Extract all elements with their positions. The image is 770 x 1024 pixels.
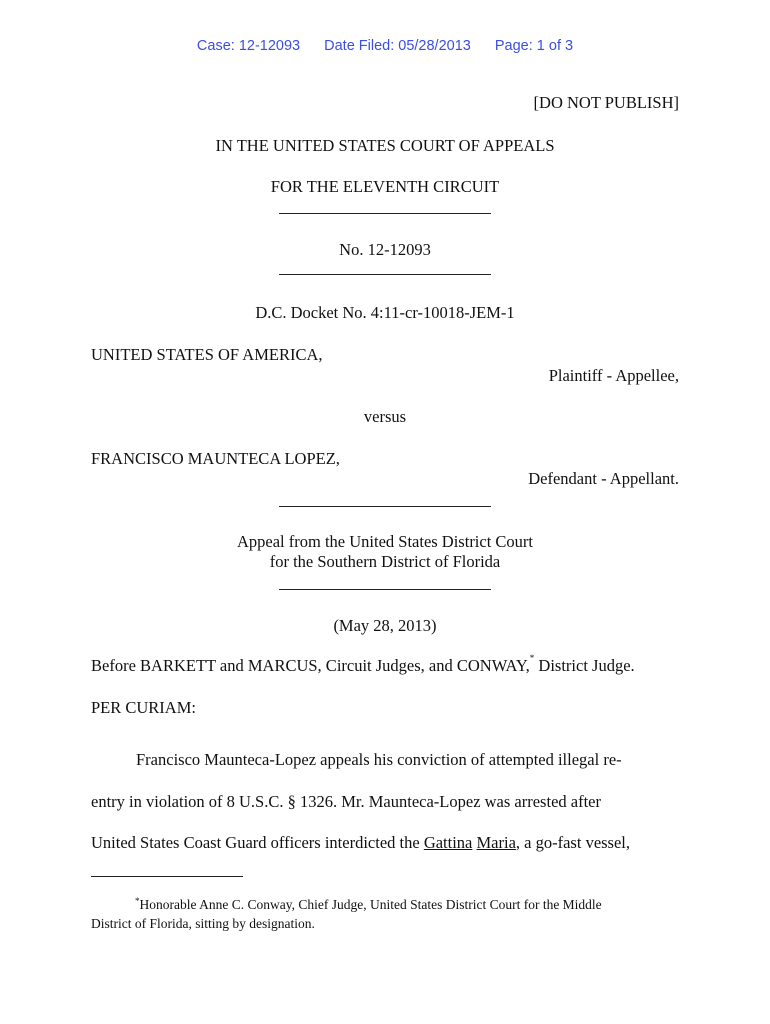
panel-line — [91, 653, 635, 676]
case-header — [0, 38, 770, 54]
plaintiff-role: Plaintiff - Appellee, — [548, 366, 679, 385]
separator-rule-1 — [279, 213, 491, 214]
versus-label: versus — [363, 407, 407, 426]
district-court: for the Southern District of Florida — [269, 552, 501, 571]
body-line-2: entry in violation of 8 U.S.C. § 1326. Mr. Maunteca-Lopez was arrested after — [91, 792, 601, 811]
footnote — [91, 895, 681, 933]
body-line-3-start: United States Coast Guard officers interdicted the — [91, 833, 424, 852]
separator-rule-4 — [279, 589, 491, 590]
publish-note: [DO NOT PUBLISH] — [533, 93, 679, 112]
defendant-name: FRANCISCO MAUNTECA LOPEZ, — [91, 449, 340, 468]
footnote-separator — [91, 876, 243, 877]
body-line-3-end: , a go-fast vessel, — [515, 833, 631, 852]
separator-rule-2 — [279, 274, 491, 275]
footnote-text-1: Honorable Anne C. Conway, Chief Judge, United States District Court for the Middle — [139, 897, 602, 912]
panel-judges: Before BARKETT and MARCUS, Circuit Judges, and CONWAY, — [91, 656, 530, 675]
decision-date: (May 28, 2013) — [333, 616, 437, 635]
panel-district-judge: District Judge. — [534, 656, 635, 675]
court-name: IN THE UNITED STATES COURT OF APPEALS — [215, 136, 555, 155]
per-curiam-label: PER CURIAM: — [91, 698, 196, 717]
appeal-from: Appeal from the United States District Court — [236, 532, 534, 551]
footnote-marker: * — [135, 896, 140, 906]
circuit-name: FOR THE ELEVENTH CIRCUIT — [270, 177, 500, 196]
body-line-1: Francisco Maunteca-Lopez appeals his conviction of attempted illegal re- — [136, 750, 622, 769]
plaintiff-name: UNITED STATES OF AMERICA, — [91, 345, 323, 364]
defendant-role: Defendant - Appellant. — [528, 469, 679, 488]
docket-number: D.C. Docket No. 4:11-cr-10018-JEM-1 — [255, 303, 515, 322]
footnote-line-2: District of Florida, sitting by designation. — [91, 916, 315, 931]
vessel-name-1: Gattina — [423, 833, 473, 852]
separator-rule-3 — [279, 506, 491, 507]
vessel-name-2: Maria — [476, 833, 516, 852]
date-filed-header: Date Filed: 05/28/2013 — [324, 38, 471, 54]
body-line-3 — [91, 833, 630, 853]
footnote-line-1 — [91, 895, 681, 914]
case-number-header: Case: 12-12093 — [196, 38, 301, 54]
page-number-header: Page: 1 of 3 — [494, 38, 574, 54]
footnote-ref-marker: * — [529, 653, 535, 663]
case-number: No. 12-12093 — [339, 240, 431, 259]
